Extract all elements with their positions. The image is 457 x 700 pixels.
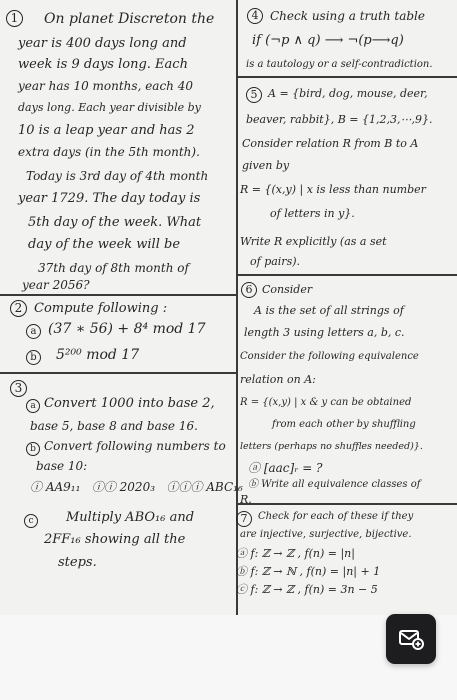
q5-line: of letters in y}. [270, 207, 355, 220]
q1-line: year is 400 days long and [18, 36, 187, 51]
q5-line: given by [242, 159, 290, 172]
q1-line: On planet Discreton the [44, 11, 215, 27]
q5-line: beaver, rabbit}, B = {1,2,3,⋯,9}. [246, 113, 433, 126]
q1-line: day of the week will be [28, 237, 181, 252]
q1-line: year 2056? [22, 278, 90, 292]
q6-line: ⓐ [aac]ᵣ = ? [248, 461, 323, 475]
q1-line: year 1729. The day today is [18, 191, 201, 206]
q6-line: R = {(x,y) | x & y can be obtained [240, 397, 412, 408]
q7-line: ⓒ f: ℤ → ℤ , f(n) = 3n − 5 [236, 583, 378, 596]
q7-number: 7 [236, 511, 252, 527]
q4-line: is a tautology or a self-contradiction. [246, 59, 433, 70]
q2b-text: 5²⁰⁰ mod 17 [56, 347, 140, 363]
q4-number: 4 [247, 8, 263, 24]
q7-line: Check for each of these if they [258, 511, 414, 522]
q5-line: of pairs). [250, 255, 300, 268]
q2-number: 2 [10, 300, 27, 317]
q1-number: 1 [6, 10, 23, 27]
q6-number: 6 [241, 282, 257, 298]
q3a-line: base 5, base 8 and base 16. [30, 419, 198, 433]
q3b-label: b [26, 442, 40, 456]
compose-message-button[interactable] [386, 614, 436, 664]
q2b-label: b [26, 350, 41, 365]
q1-q2-divider [0, 294, 236, 296]
q4-line: if (¬p ∧ q) ⟶ ¬(p⟶q) [252, 33, 404, 48]
q1-line: 37th day of 8th month of [38, 261, 189, 275]
q1-line: 5th day of the week. What [28, 215, 202, 230]
q4-line: Check using a truth table [270, 9, 425, 23]
q2-title: Compute following : [34, 301, 168, 316]
mail-compose-icon [398, 627, 424, 651]
q6-q7-divider [236, 503, 457, 505]
q7-line: ⓐ f: ℤ → ℤ , f(n) = |n| [236, 547, 355, 560]
q6-line: from each other by shuffling [272, 419, 416, 430]
q3a-label: a [26, 399, 40, 413]
q7-line: are injective, surjective, bijective. [240, 529, 412, 540]
q3c-line: steps. [58, 555, 97, 570]
q1-line: Today is 3rd day of 4th month [26, 169, 209, 183]
q5-q6-divider [236, 274, 457, 276]
q2a-label: a [26, 324, 41, 339]
q3c-line: Multiply ABO₁₆ and [66, 510, 195, 525]
q4-q5-divider [236, 76, 457, 78]
q1-line: week is 9 days long. Each [18, 57, 188, 72]
q3c-line: 2FF₁₆ showing all the [44, 532, 186, 547]
q6-line: A is the set of all strings of [254, 304, 404, 317]
q5-line: R = {(x,y) | x is less than number [240, 183, 426, 196]
q5-line: Write R explicitly (as a set [240, 235, 387, 248]
q3b-line: base 10: [36, 459, 88, 473]
q5-number: 5 [246, 87, 262, 103]
q2a-text: (37 ∗ 56) + 8⁴ mod 17 [48, 321, 206, 337]
q6-line: Consider the following equivalence [240, 351, 419, 362]
q3b-line: Convert following numbers to [44, 439, 226, 453]
q3b-items: ⓘ AA9₁₁ ⓘⓘ 2020₃ ⓘⓘⓘ ABC₁₆ [30, 480, 243, 494]
q3a-line: Convert 1000 into base 2, [44, 396, 215, 411]
q6-line: Consider [262, 283, 313, 296]
q3c-label: c [24, 514, 38, 528]
q1-line: 10 is a leap year and has 2 [18, 123, 195, 138]
q6-line: letters (perhaps no shuffles needed)}. [240, 441, 423, 452]
q5-line: A = {bird, dog, mouse, deer, [268, 87, 428, 100]
q1-line: days long. Each year divisible by [18, 101, 201, 114]
q7-line: ⓑ f: ℤ → ℕ , f(n) = |n| + 1 [236, 565, 381, 578]
q6-line: relation on A: [240, 373, 316, 386]
q5-line: Consider relation R from B to A [242, 137, 419, 150]
q6-line: length 3 using letters a, b, c. [244, 326, 405, 339]
q2-q3-divider [0, 372, 236, 374]
q1-line: year has 10 months, each 40 [18, 79, 193, 93]
q3-number: 3 [10, 380, 27, 397]
q6-line: ⓑ Write all equivalence classes of [248, 479, 421, 490]
q1-line: extra days (in the 5th month). [18, 145, 200, 159]
q6-line: R. [240, 493, 252, 506]
